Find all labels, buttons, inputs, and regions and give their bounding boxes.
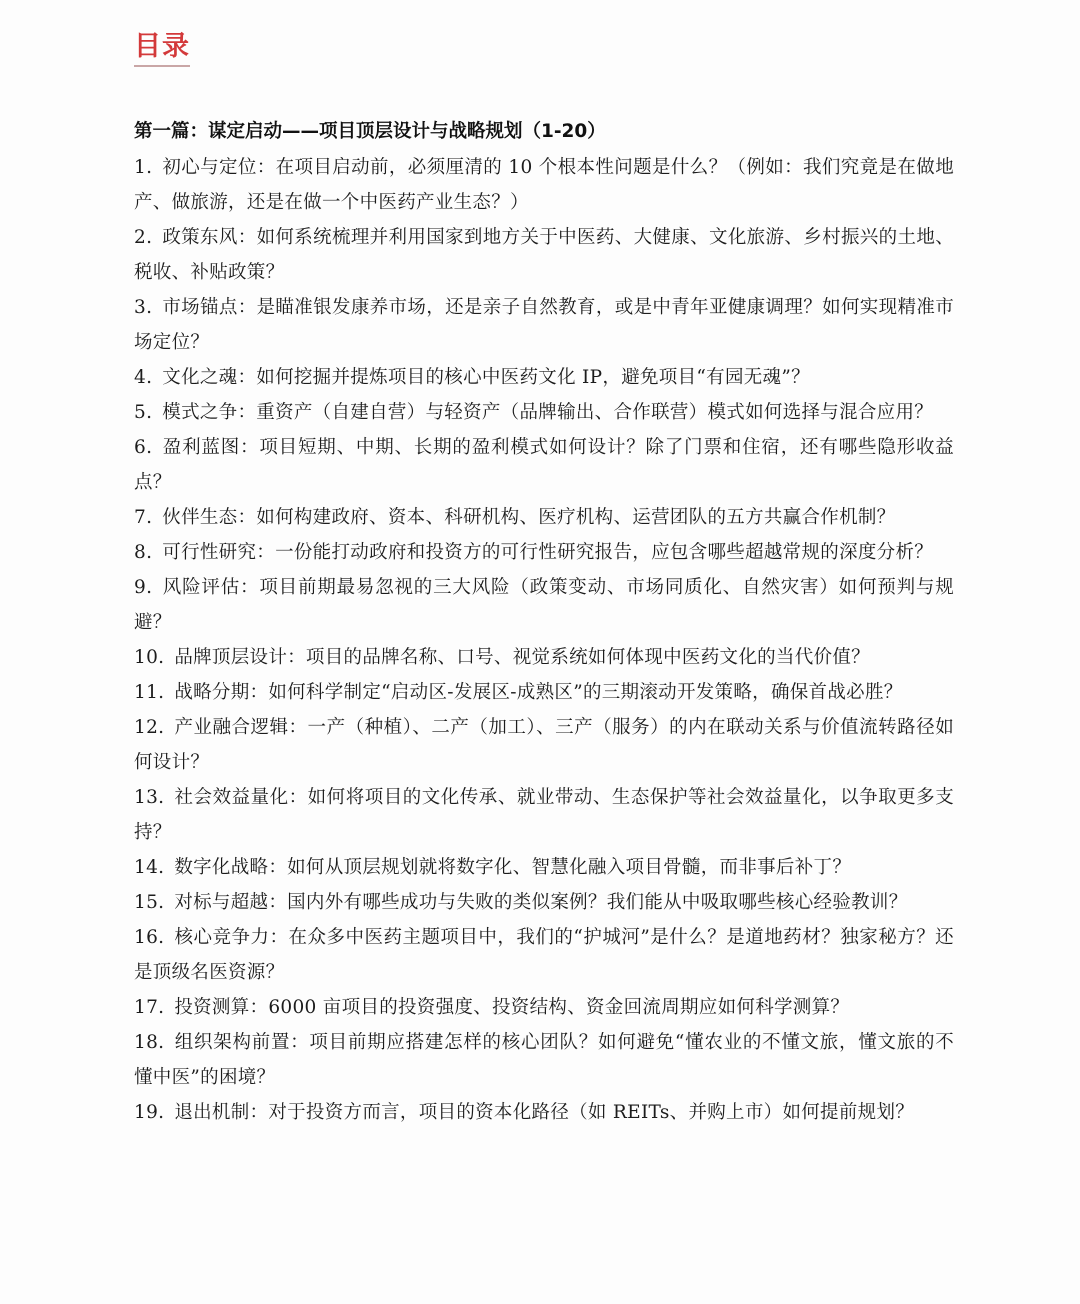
toc-item — [134, 1025, 954, 1095]
toc-list — [134, 150, 954, 1130]
toc-item — [134, 1095, 954, 1130]
toc-item-text: 可行性研究：一份能打动政府和投资方的可行性研究报告，应包含哪些超越常规的深度分析？ — [162, 542, 934, 563]
toc-item-number: 15. — [134, 892, 165, 913]
toc-item-text: 伙伴生态：如何构建政府、资本、科研机构、医疗机构、运营团队的五方共赢合作机制？ — [162, 507, 896, 528]
toc-item-text: 数字化战略：如何从顶层规划就将数字化、智慧化融入项目骨髓，而非事后补丁？ — [174, 857, 852, 878]
toc-item-number: 4. — [134, 367, 153, 388]
toc-item-text: 社会效益量化：如何将项目的文化传承、就业带动、生态保护等社会效益量化，以争取更多支持？ — [134, 787, 954, 843]
toc-item-number: 13. — [134, 787, 165, 808]
toc-item-text: 品牌顶层设计：项目的品牌名称、口号、视觉系统如何体现中医药文化的当代价值？ — [174, 647, 870, 668]
toc-item — [134, 675, 954, 710]
toc-item-number: 11. — [134, 682, 165, 703]
toc-item — [134, 990, 954, 1025]
toc-item-number: 10. — [134, 647, 165, 668]
toc-item — [134, 885, 954, 920]
toc-item-number: 17. — [134, 997, 165, 1018]
toc-item-text: 战略分期：如何科学制定“启动区-发展区-成熟区”的三期滚动开发策略，确保首战必胜？ — [174, 682, 903, 703]
toc-item-text: 组织架构前置：项目前期应搭建怎样的核心团队？如何避免“懂农业的不懂文旅，懂文旅的不懂中医”的困境？ — [134, 1032, 954, 1088]
toc-item-text: 市场锚点：是瞄准银发康养市场，还是亲子自然教育，或是中青年亚健康调理？如何实现精准市场定位？ — [134, 297, 954, 353]
toc-item — [134, 640, 954, 675]
page-title: 目录 — [134, 30, 190, 67]
toc-item-text: 退出机制：对于投资方而言，项目的资本化路径（如 REITs、并购上市）如何提前规划？ — [174, 1102, 915, 1123]
toc-item-text: 政策东风：如何系统梳理并利用国家到地方关于中医药、大健康、文化旅游、乡村振兴的土地、税收、补贴政策？ — [134, 227, 954, 283]
toc-item-number: 6. — [134, 437, 153, 458]
toc-item — [134, 710, 954, 780]
toc-item — [134, 290, 954, 360]
toc-item-text: 文化之魂：如何挖掘并提炼项目的核心中医药文化 IP，避免项目“有园无魂”？ — [162, 367, 810, 388]
toc-item — [134, 430, 954, 500]
toc-item-number: 14. — [134, 857, 165, 878]
toc-item — [134, 850, 954, 885]
toc-item — [134, 920, 954, 990]
toc-item — [134, 780, 954, 850]
toc-item-number: 7. — [134, 507, 153, 528]
toc-item-number: 12. — [134, 717, 165, 738]
toc-item-text: 模式之争：重资产（自建自营）与轻资产（品牌输出、合作联营）模式如何选择与混合应用？ — [162, 402, 934, 423]
toc-item-number: 19. — [134, 1102, 165, 1123]
toc-item-number: 2. — [134, 227, 153, 248]
toc-item-text: 对标与超越：国内外有哪些成功与失败的类似案例？我们能从中吸取哪些核心经验教训？ — [174, 892, 908, 913]
toc-item-text: 风险评估：项目前期最易忽视的三大风险（政策变动、市场同质化、自然灾害）如何预判与规避？ — [134, 577, 954, 633]
toc-item-number: 18. — [134, 1032, 165, 1053]
toc-item-number: 16. — [134, 927, 165, 948]
toc-item-number: 5. — [134, 402, 153, 423]
toc-item — [134, 500, 954, 535]
toc-item-number: 9. — [134, 577, 153, 598]
toc-item — [134, 395, 954, 430]
toc-item — [134, 220, 954, 290]
toc-item-number: 1. — [134, 157, 153, 178]
toc-item-text: 核心竞争力：在众多中医药主题项目中，我们的“护城河”是什么？是道地药材？独家秘方？还是顶级名医资源？ — [134, 927, 954, 983]
toc-item-number: 3. — [134, 297, 153, 318]
toc-item-text: 产业融合逻辑：一产（种植）、二产（加工）、三产（服务）的内在联动关系与价值流转路径如何设计？ — [134, 717, 954, 773]
toc-item-text: 盈利蓝图：项目短期、中期、长期的盈利模式如何设计？除了门票和住宿，还有哪些隐形收益点？ — [134, 437, 954, 493]
toc-item-text: 初心与定位：在项目启动前，必须厘清的 10 个根本性问题是什么？（例如：我们究竟是在做地产、做旅游，还是在做一个中医药产业生态？） — [134, 157, 954, 213]
toc-item-text: 投资测算：6000 亩项目的投资强度、投资结构、资金回流周期应如何科学测算？ — [174, 997, 850, 1018]
toc-item — [134, 150, 954, 220]
toc-item — [134, 535, 954, 570]
toc-item-number: 8. — [134, 542, 153, 563]
toc-item — [134, 570, 954, 640]
section-heading: 第一篇：谋定启动——项目顶层设计与战略规划（1-20） — [134, 121, 606, 142]
toc-item — [134, 360, 954, 395]
